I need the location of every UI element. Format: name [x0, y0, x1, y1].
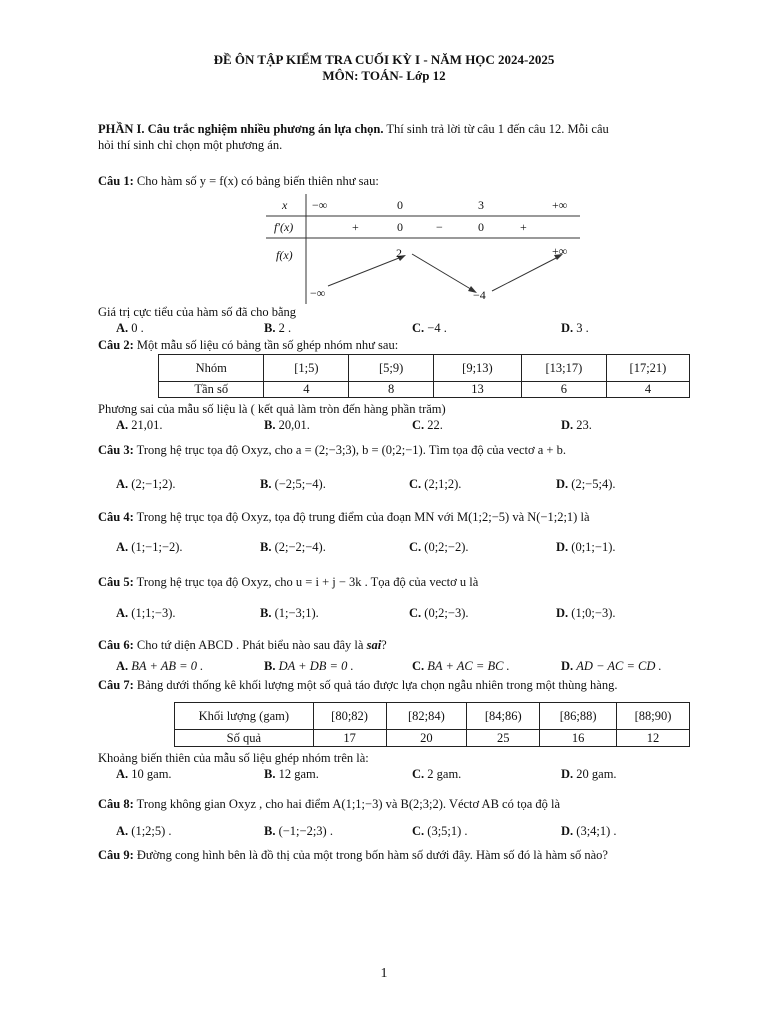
option-value: 23. — [576, 418, 592, 432]
q7-freq: 25 — [467, 730, 540, 747]
q4-option-d — [556, 540, 615, 555]
option-key: A. — [116, 767, 129, 781]
option-key: B. — [264, 824, 276, 838]
option-key: D. — [561, 767, 574, 781]
q7-question: Khoảng biến thiên của mẫu số liệu ghép nhóm trên là: — [98, 751, 369, 765]
q7-text: Bảng dưới thống kê khối lượng một số quả táo được lựa chọn ngẫu nhiên trong một thùng hàng. — [133, 678, 618, 692]
q1-question: Giá trị cực tiểu của hàm số đã cho bằng — [98, 305, 297, 319]
vt-pos-inf: +∞ — [552, 198, 568, 212]
q1-label: Câu 1: — [98, 174, 134, 188]
q1-option-c — [412, 321, 447, 336]
q2-group: [17;21) — [606, 355, 689, 382]
q1-text: Cho hàm số y = f(x) có bảng biến thiên như sau: — [133, 174, 379, 188]
q3-option-a — [116, 477, 175, 492]
q7-stem — [98, 678, 617, 693]
option-value: (1;1;−3). — [131, 606, 176, 620]
q7-head-group: Khối lượng (gam) — [175, 703, 314, 730]
arrow-line-2 — [412, 254, 474, 291]
q4-option-a — [116, 540, 183, 555]
q2-freq: 6 — [521, 382, 606, 398]
vt-min-neg4: −4 — [473, 288, 486, 302]
q5-label: Câu 5: — [98, 575, 134, 589]
option-key: C. — [412, 321, 425, 335]
q2-freq: 4 — [606, 382, 689, 398]
option-value: 10 gam. — [131, 767, 172, 781]
q7-freq: 12 — [617, 730, 690, 747]
q8-option-b — [264, 824, 333, 839]
option-value: 21,01. — [131, 418, 163, 432]
q2-group: [5;9) — [349, 355, 434, 382]
option-value: 20 gam. — [576, 767, 617, 781]
option-key: B. — [264, 659, 276, 673]
vt-zero: 0 — [397, 198, 403, 212]
vt-plus2: + — [520, 220, 527, 234]
vt-plus1: + — [352, 220, 359, 234]
q3-option-d — [556, 477, 615, 492]
arrow-line-3 — [492, 256, 560, 291]
option-value: 2 . — [278, 321, 292, 335]
vt-x: x — [282, 198, 288, 212]
option-key: A. — [116, 477, 129, 491]
q7-option-b — [264, 767, 319, 782]
option-key: C. — [409, 477, 422, 491]
q7-frequency-table — [174, 702, 690, 747]
vt-three: 3 — [478, 198, 484, 212]
option-key: B. — [260, 606, 272, 620]
variation-table — [266, 194, 580, 304]
option-key: C. — [409, 606, 422, 620]
option-key: C. — [412, 824, 425, 838]
q7-option-d — [561, 767, 617, 782]
q6-option-c — [412, 659, 510, 674]
vt-minus: − — [436, 220, 443, 234]
option-key: D. — [556, 606, 569, 620]
option-key: A. — [116, 824, 129, 838]
q5-stem — [98, 575, 478, 590]
q1-option-a — [116, 321, 144, 336]
q6-stem — [98, 638, 387, 653]
q2-frequency-table — [158, 354, 690, 398]
q8-text: Trong không gian Oxyz , cho hai điểm A(1;1;−3) và B(2;3;2). Véctơ AB có tọa độ là — [133, 797, 561, 811]
q3-option-c — [409, 477, 461, 492]
q7-group: [80;82) — [313, 703, 386, 730]
option-value: (1;0;−3). — [571, 606, 616, 620]
q1-option-d — [561, 321, 589, 336]
q7-head-freq: Số quả — [175, 730, 314, 747]
option-key: A. — [116, 659, 129, 673]
option-value: (0;2;−2). — [424, 540, 469, 554]
option-key: D. — [561, 321, 574, 335]
q3-option-b — [260, 477, 326, 492]
q3-stem — [98, 443, 566, 458]
option-value: (1;−3;1). — [274, 606, 319, 620]
q2-option-d — [561, 418, 592, 433]
q9-label: Câu 9: — [98, 848, 134, 862]
q7-group: [88;90) — [617, 703, 690, 730]
q5-text: Trong hệ trục tọa độ Oxyz, cho u = i + j − 3k . Tọa độ của vectơ u là — [133, 575, 479, 589]
vt-neg-inf2: −∞ — [310, 286, 326, 300]
q7-group: [82;84) — [386, 703, 467, 730]
option-value: (2;1;2). — [424, 477, 462, 491]
q2-freq: 4 — [264, 382, 349, 398]
part1-title: PHẦN I. Câu trắc nghiệm nhiều phương án lựa chọn. — [98, 122, 384, 136]
q6-text-c: ? — [381, 638, 387, 652]
q2-label: Câu 2: — [98, 338, 134, 352]
option-value: 12 gam. — [278, 767, 319, 781]
vt-pos-inf2: +∞ — [552, 244, 568, 258]
option-key: B. — [264, 321, 276, 335]
option-key: D. — [561, 418, 574, 432]
option-key: D. — [561, 659, 574, 673]
q2-option-a — [116, 418, 163, 433]
option-value: (0;2;−3). — [424, 606, 469, 620]
vt-fprime: f′(x) — [274, 220, 294, 234]
q2-head-group: Nhóm — [159, 355, 264, 382]
option-key: D. — [556, 540, 569, 554]
option-value: (1;−1;−2). — [131, 540, 183, 554]
vt-f: f(x) — [276, 248, 293, 262]
q7-freq: 17 — [313, 730, 386, 747]
option-value: (−1;−2;3) . — [278, 824, 333, 838]
option-key: B. — [264, 767, 276, 781]
q7-option-c — [412, 767, 461, 782]
q4-text: Trong hệ trục tọa độ Oxyz, tọa độ trung điểm của đoạn MN với M(1;2;−5) và N(−1;2;1) là — [133, 510, 590, 524]
option-value: (0;1;−1). — [571, 540, 616, 554]
option-key: B. — [264, 418, 276, 432]
option-key: A. — [116, 418, 129, 432]
q5-option-a — [116, 606, 175, 621]
exam-title: ĐỀ ÔN TẬP KIỂM TRA CUỐI KỲ I - NĂM HỌC 2024-2025 — [213, 52, 555, 67]
q8-option-a — [116, 824, 172, 839]
q7-group: [86;88) — [540, 703, 617, 730]
part1-text-a: Thí sinh trả lời từ câu 1 đến câu 12. Mỗi câu — [383, 122, 609, 136]
q2-text: Một mẫu số liệu có bảng tần số ghép nhóm như sau: — [133, 338, 399, 352]
q4-label: Câu 4: — [98, 510, 134, 524]
q6-text-sai: sai — [366, 638, 382, 652]
q1-stem — [98, 174, 379, 189]
q8-label: Câu 8: — [98, 797, 134, 811]
option-value: (2;−5;4). — [571, 477, 616, 491]
option-key: C. — [409, 540, 422, 554]
option-value: (−2;5;−4). — [274, 477, 326, 491]
part1-text-b: hỏi thí sinh chỉ chọn một phương án. — [98, 138, 283, 152]
q2-group: [13;17) — [521, 355, 606, 382]
q2-group: [9;13) — [434, 355, 522, 382]
q9-stem — [98, 848, 608, 863]
option-value: (2;−2;−4). — [274, 540, 326, 554]
option-key: C. — [412, 418, 425, 432]
q2-group: [1;5) — [264, 355, 349, 382]
q3-text: Trong hệ trục tọa độ Oxyz, cho a = (2;−3;3), b = (0;2;−1). Tìm tọa độ của vectơ a + b. — [133, 443, 566, 457]
q1-option-b — [264, 321, 291, 336]
option-value: DA + DB = 0 . — [278, 659, 354, 673]
option-value: 20,01. — [278, 418, 310, 432]
q6-option-d — [561, 659, 662, 674]
q2-option-b — [264, 418, 310, 433]
q7-freq: 16 — [540, 730, 617, 747]
option-key: A. — [116, 321, 129, 335]
q7-freq: 20 — [386, 730, 467, 747]
q7-label: Câu 7: — [98, 678, 134, 692]
arrow-line-1 — [328, 256, 404, 286]
option-value: (1;2;5) . — [131, 824, 172, 838]
q5-option-b — [260, 606, 319, 621]
q8-option-c — [412, 824, 468, 839]
option-key: D. — [556, 477, 569, 491]
q6-option-b — [264, 659, 354, 674]
option-key: B. — [260, 540, 272, 554]
option-key: B. — [260, 477, 272, 491]
option-value: (3;5;1) . — [427, 824, 468, 838]
option-key: C. — [412, 767, 425, 781]
q2-head-freq: Tần số — [159, 382, 264, 398]
q2-freq: 13 — [434, 382, 522, 398]
page-number: 1 — [380, 966, 388, 981]
option-key: C. — [412, 659, 425, 673]
vt-zero2: 0 — [397, 220, 403, 234]
option-value: 0 . — [131, 321, 144, 335]
q9-text: Đường cong hình bên là đồ thị của một trong bốn hàm số dưới đây. Hàm số đó là hàm số nào? — [133, 848, 608, 862]
option-key: A. — [116, 540, 129, 554]
q2-freq: 8 — [349, 382, 434, 398]
q3-label: Câu 3: — [98, 443, 134, 457]
q6-option-a — [116, 659, 203, 674]
option-value: (2;−1;2). — [131, 477, 176, 491]
q5-option-d — [556, 606, 615, 621]
q4-option-c — [409, 540, 468, 555]
vt-neg-inf: −∞ — [312, 198, 328, 212]
option-key: D. — [561, 824, 574, 838]
q4-stem — [98, 510, 590, 525]
q5-option-c — [409, 606, 468, 621]
option-value: BA + AB = 0 . — [131, 659, 204, 673]
vt-max-two: 2 — [396, 246, 402, 260]
option-value: AD − AC = CD . — [576, 659, 662, 673]
option-value: 3 . — [576, 321, 589, 335]
q2-option-c — [412, 418, 443, 433]
q2-question: Phương sai của mẫu số liệu là ( kết quả làm tròn đến hàng phần trăm) — [98, 402, 446, 416]
q2-stem — [98, 338, 398, 353]
option-value: 22. — [427, 418, 443, 432]
q8-stem — [98, 797, 560, 812]
q7-option-a — [116, 767, 172, 782]
vt-zero3: 0 — [478, 220, 484, 234]
q6-text-a: Cho tứ diện ABCD . Phát biểu nào sau đây là — [133, 638, 367, 652]
option-value: BA + AC = BC . — [427, 659, 510, 673]
part1-intro — [98, 122, 609, 137]
q8-option-d — [561, 824, 617, 839]
q6-label: Câu 6: — [98, 638, 134, 652]
option-key: A. — [116, 606, 129, 620]
option-value: 2 gam. — [427, 767, 462, 781]
q4-option-b — [260, 540, 326, 555]
option-value: (3;4;1) . — [576, 824, 617, 838]
option-value: −4 . — [427, 321, 447, 335]
q7-group: [84;86) — [467, 703, 540, 730]
exam-subject: MÔN: TOÁN- Lớp 12 — [322, 68, 446, 83]
